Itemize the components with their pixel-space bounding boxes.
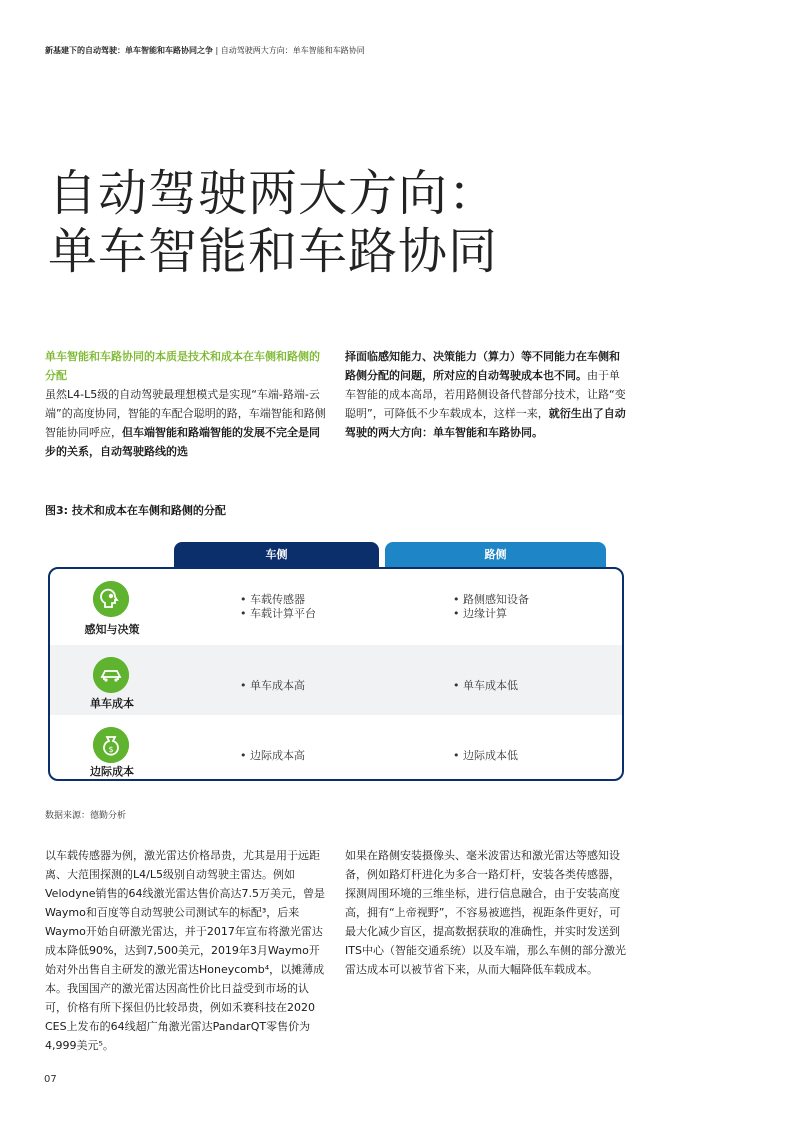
cell-line: • 边际成本高 (240, 749, 305, 762)
intro-right-bold-1: 择面临感知能力、决策能力（算力）等不同能力在车侧和路侧分配的问题，所对应的自动驾驶成本也不同。 (345, 350, 620, 382)
title-line-1: 自动驾驶两大方向： (48, 165, 499, 222)
svg-text:$: $ (108, 745, 114, 754)
cell-line: • 路侧感知设备 (453, 593, 529, 606)
figure-title: 图3: 技术和成本在车侧和路侧的分配 (45, 504, 226, 517)
page-number: 07 (44, 1074, 57, 1085)
intro-left-text: 虽然L4-L5级的自动驾驶最理想模式是实现“车端-路端-云端”的高度协同，智能的车配合聪明的路，车端智能和路侧智能协同呼应， (45, 388, 326, 439)
cell-car (240, 593, 316, 621)
table-row (50, 715, 622, 781)
column-header-car: 车侧 (174, 542, 379, 568)
header-separator: | (215, 46, 219, 55)
money-bag-icon (93, 727, 129, 763)
row-label: 感知与决策 (84, 623, 140, 636)
running-header (45, 45, 365, 56)
column-header-road: 路侧 (385, 542, 606, 568)
intro-right-bold-2: 就衍生出了自动驾驶的两大方向：单车智能和车路协同。 (345, 407, 626, 439)
header-bold: 新基建下的自动驾驶：单车智能和车路协同之争 (45, 46, 213, 55)
brain-head-icon (93, 581, 129, 617)
cell-car (240, 749, 305, 763)
row-label: 边际成本 (90, 765, 134, 778)
intro-right-text: 由于单车智能的成本高昂，若用路侧设备代替部分技术，让路“变聪明”，可降低不少车载成本，这样一来， (345, 369, 626, 420)
page-title (48, 165, 498, 281)
cell-road (453, 679, 518, 693)
cell-car (240, 679, 305, 693)
body-right: 如果在路侧安装摄像头、毫米波雷达和激光雷达等感知设备，例如路灯杆进化为多合一路灯杆，安装各类传感器，探测周围环境的三维坐标，进行信息融合，由于安装高度高，拥有“上帝视野”，不容易被遮挡，视距条件更好，可最大化减少盲区，提高数据获取的准确性，并实时发送到ITS中心（智能交通系统）以及车端，那么车侧的部分激光雷达成本可以被节省下来，从而大幅降低车载成本。 (345, 849, 626, 976)
title-line-2: 单车智能和车路协同 (48, 223, 499, 280)
row-label: 单车成本 (90, 697, 134, 710)
intro-right (345, 347, 629, 442)
table-row (50, 645, 622, 715)
cell-road (453, 593, 529, 621)
car-cost-icon (93, 657, 129, 693)
cell-line: • 边际成本低 (453, 749, 518, 762)
allocation-table (48, 567, 624, 781)
header-normal: 自动驾驶两大方向：单车智能和车路协同 (220, 46, 365, 55)
intro-left (45, 347, 327, 461)
table-row (50, 569, 622, 645)
cell-line: • 边缘计算 (453, 607, 507, 620)
intro-lead: 单车智能和车路协同的本质是技术和成本在车侧和路侧的分配 (45, 350, 320, 382)
cell-line: • 单车成本低 (453, 679, 518, 692)
cell-line: • 车载传感器 (240, 593, 305, 606)
intro-left-bold: 但车端智能和路端智能的发展不完全是同步的关系，自动驾驶路线的选 (45, 426, 320, 458)
body-left: 以车载传感器为例，激光雷达价格昂贵，尤其是用于远距离、大范围探测的L4/L5级别自动驾驶主雷达。例如Velodyne销售的64线激光雷达售价高达7.5万美元，曾是Waymo和百度等自动驾驶公司测试车的标配³，后来Waymo开始自研激光雷达，并于2017年宣布将激光雷达成本降低90%，达到7,500美元，2019年3月Waymo开始对外出售自主研发的激光雷达Honeycomb⁴，以摊薄成本。我国国产的激光雷达因高性价比日益受到市场的认可，价格有所下探但仍比较昂贵，例如禾赛科技在2020 CES上发布的64线超广角激光雷达PandarQT零售价为4,999美元⁵。 (45, 849, 326, 1052)
cell-line: • 单车成本高 (240, 679, 305, 692)
data-source: 数据来源：德勤分析 (45, 811, 127, 821)
cell-road (453, 749, 518, 763)
cell-line: • 车载计算平台 (240, 607, 316, 620)
